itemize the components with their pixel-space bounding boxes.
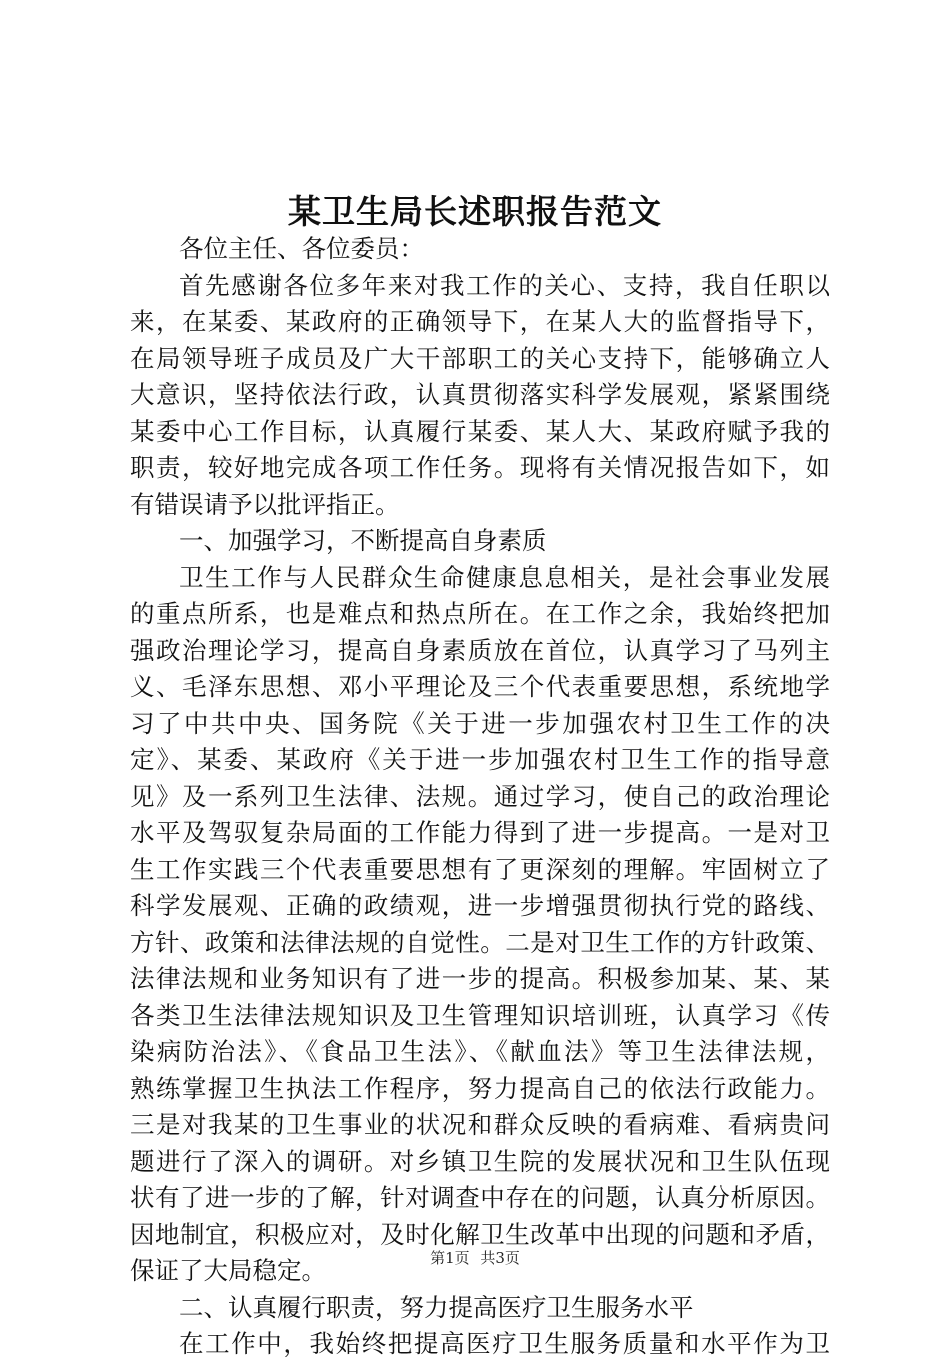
text-line: 首先感谢各位多年来对我工作的关心、支持，我自任职以 — [179, 270, 830, 300]
text-line: 有错误请予以批评指正。 — [130, 489, 400, 519]
page-footer — [0, 1247, 950, 1268]
text-line: 见》及一系列卫生法律、法规。通过学习，使自己的政治理论 — [130, 781, 830, 811]
text-line: 水平及驾驭复杂局面的工作能力得到了进一步提高。一是对卫 — [130, 818, 830, 847]
page-total: 共3页 — [480, 1249, 520, 1267]
text-line: 各位主任、各位委员： — [179, 234, 424, 263]
text-line: 习了中共中央、国务院《关于进一步加强农村卫生工作的决 — [130, 708, 830, 738]
text-line: 三是对我某的卫生事业的状况和群众反映的看病难、看病贵问 — [130, 1110, 830, 1139]
text-line: 熟练掌握卫生执法工作程序，努力提高自己的依法行政能力。 — [130, 1073, 830, 1103]
text-line: 法律法规和业务知识有了进一步的提高。积极参加某、某、某 — [130, 964, 830, 993]
document-title: 某卫生局长述职报告范文 — [288, 192, 662, 231]
text-line: 大意识，坚持依法行政，认真贯彻落实科学发展观，紧紧围绕 — [130, 380, 830, 409]
text-line: 各类卫生法律法规知识及卫生管理知识培训班，认真学习《传 — [130, 1000, 830, 1030]
document-body — [130, 231, 830, 1363]
text-line: 定》、某委、某政府《关于进一步加强农村卫生工作的指导意 — [130, 745, 830, 774]
text-line: 方针、政策和法律法规的自觉性。二是对卫生工作的方针政策、 — [130, 927, 830, 957]
text-line: 强政治理论学习，提高自身素质放在首位，认真学习了马列主 — [130, 635, 830, 665]
text-line: 卫生工作与人民群众生命健康息息相关，是社会事业发展 — [179, 562, 830, 592]
text-line: 保证了大局稳定。 — [130, 1256, 326, 1285]
text-line: 一、加强学习，不断提高自身素质 — [179, 526, 547, 555]
text-line: 科学发展观、正确的政绩观，进一步增强贯彻执行党的路线、 — [130, 891, 830, 920]
text-line: 义、毛泽东思想、邓小平理论及三个代表重要思想，系统地学 — [130, 672, 830, 701]
text-line: 职责，较好地完成各项工作任务。现将有关情况报告如下，如 — [130, 453, 830, 482]
text-line: 生工作实践三个代表重要思想有了更深刻的理解。牢固树立了 — [130, 854, 830, 884]
text-line: 题进行了深入的调研。对乡镇卫生院的发展状况和卫生队伍现 — [130, 1146, 830, 1176]
text-line: 在工作中，我始终把提高医疗卫生服务质量和水平作为卫 — [179, 1329, 830, 1358]
text-line: 的重点所系，也是难点和热点所在。在工作之余，我始终把加 — [130, 599, 830, 628]
text-line: 某委中心工作目标，认真履行某委、某人大、某政府赋予我的 — [130, 416, 830, 446]
text-line: 因地制宜，积极应对，及时化解卫生改革中出现的问题和矛盾， — [130, 1219, 830, 1249]
text-line: 状有了进一步的了解，针对调查中存在的问题，认真分析原因。 — [130, 1183, 830, 1212]
text-line: 染病防治法》、《食品卫生法》、《献血法》等卫生法律法规， — [130, 1037, 830, 1066]
page-number: 第1页 — [430, 1249, 470, 1267]
text-line: 来，在某委、某政府的正确领导下，在某人大的监督指导下， — [130, 307, 830, 336]
text-line: 在局领导班子成员及广大干部职工的关心支持下，能够确立人 — [130, 343, 830, 373]
text-line: 二、认真履行职责，努力提高医疗卫生服务水平 — [179, 1292, 694, 1322]
